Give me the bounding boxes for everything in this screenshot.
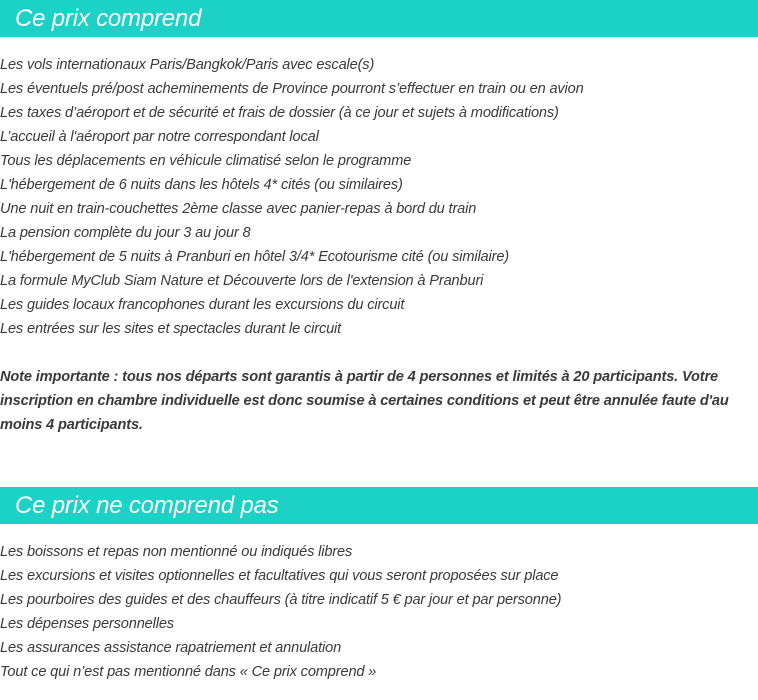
included-items-list (0, 53, 758, 341)
included-item: L'hébergement de 6 nuits dans les hôtels 4* cités (ou similaires) (0, 177, 403, 193)
included-item: Les entrées sur les sites et spectacles durant le circuit (0, 321, 342, 337)
included-item: La pension complète du jour 3 au jour 8 (0, 225, 251, 241)
included-item: L’accueil à l'aéroport par notre correspondant local (0, 129, 319, 145)
included-section-title: Ce prix comprend (15, 4, 202, 32)
important-note: Note importante : tous nos départs sont garantis à partir de 4 personnes et limités à 20 participants. Votre inscription en chambre individuelle est donc soumise à certaines conditions et peut être annulée faute d'au moins 4 participants. (0, 369, 729, 433)
excluded-item: Les boissons et repas non mentionné ou indiqués libres (0, 544, 353, 560)
excluded-section-title: Ce prix ne comprend pas (15, 491, 279, 519)
excluded-item: Les pourboires des guides et des chauffeurs (à titre indicatif 5 € par jour et par personne) (0, 592, 562, 608)
excluded-section-header (0, 487, 758, 524)
excluded-item: Les assurances assistance rapatriement et annulation (0, 640, 342, 656)
included-item: Les guides locaux francophones durant les excursions du circuit (0, 297, 405, 313)
excluded-item: Les dépenses personnelles (0, 616, 174, 632)
included-item: Les vols internationaux Paris/Bangkok/Paris avec escale(s) (0, 57, 375, 73)
included-item: Les éventuels pré/post acheminements de Province pourront s’effectuer en train ou en avion (0, 81, 584, 97)
excluded-item: Les excursions et visites optionnelles et facultatives qui vous seront proposées sur place (0, 568, 559, 584)
included-item: Tous les déplacements en véhicule climatisé selon le programme (0, 153, 412, 169)
excluded-item: Tout ce qui n’est pas mentionné dans « Ce prix comprend » (0, 664, 377, 680)
included-section-header (0, 0, 758, 37)
included-item: Les taxes d’aéroport et de sécurité et frais de dossier (à ce jour et sujets à modifications) (0, 105, 559, 121)
included-item: La formule MyClub Siam Nature et Découverte lors de l'extension à Pranburi (0, 273, 484, 289)
included-item: L'hébergement de 5 nuits à Pranburi en hôtel 3/4* Ecotourisme cité (ou similaire) (0, 249, 509, 265)
included-item: Une nuit en train-couchettes 2ème classe avec panier-repas à bord du train (0, 201, 477, 217)
excluded-items-list (0, 540, 758, 684)
